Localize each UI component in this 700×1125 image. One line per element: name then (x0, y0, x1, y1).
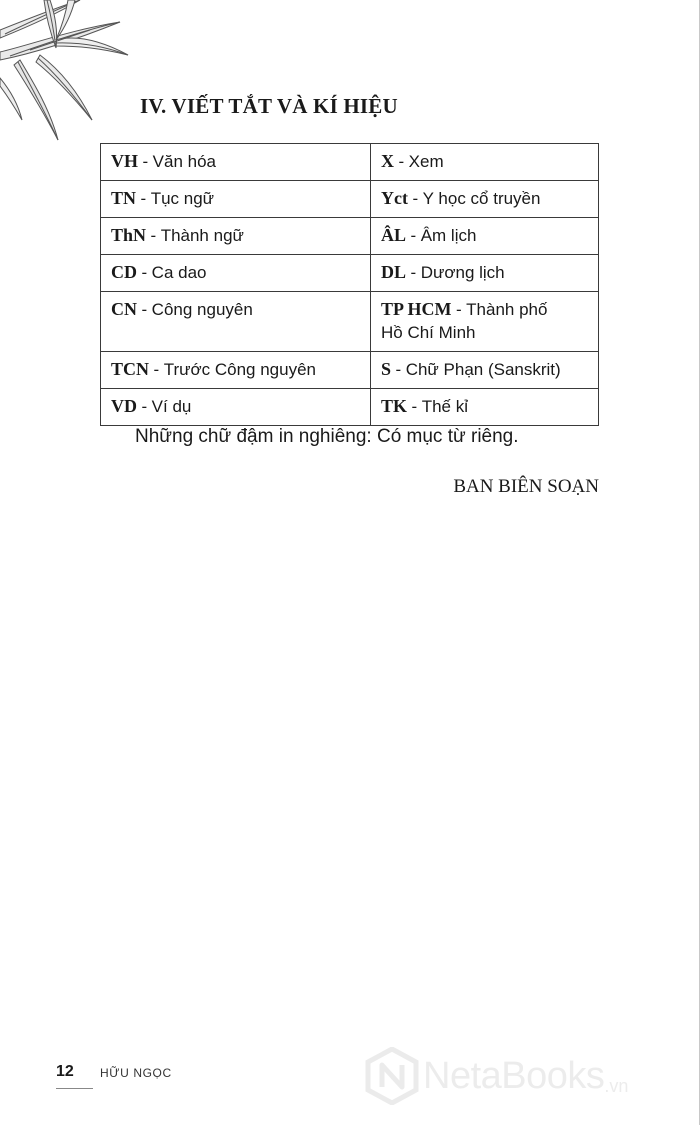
abbr-term: VH (111, 151, 138, 171)
abbr-definition: Chữ Phạn (Sanskrit) (405, 360, 561, 379)
table-cell (101, 218, 371, 255)
abbr-definition: Thành ngữ (160, 226, 244, 245)
abbr-separator: - (398, 152, 405, 171)
abbr-definition: Ca dao (151, 263, 207, 282)
abbr-separator: - (410, 263, 417, 282)
watermark-tld: .vn (604, 1076, 629, 1096)
table-cell (101, 255, 371, 292)
abbr-term: TP HCM (381, 299, 452, 319)
abbr-separator: - (140, 189, 147, 208)
footer-rule (56, 1088, 93, 1089)
abbr-term: VD (111, 396, 137, 416)
abbr-term: DL (381, 262, 407, 282)
abbr-definition: Xem (408, 152, 444, 171)
table-cell (371, 292, 599, 352)
abbr-term: TK (381, 396, 408, 416)
abbr-definition: Ví dụ (151, 397, 192, 416)
table-cell (371, 389, 599, 426)
table-cell (371, 352, 599, 389)
table-cell (101, 292, 371, 352)
abbr-definition: Dương lịch (420, 263, 505, 282)
abbr-definition: Văn hóa (152, 152, 217, 171)
abbr-definition: Trước Công nguyên (163, 360, 316, 379)
abbr-definition: Công nguyên (151, 300, 253, 319)
table-row (101, 352, 599, 389)
table-cell (371, 181, 599, 218)
table-cell (371, 255, 599, 292)
running-head-author: HỮU NGỌC (100, 1066, 172, 1080)
abbr-term: Yct (381, 188, 408, 208)
netabooks-logo-icon (365, 1047, 419, 1105)
table-row (101, 389, 599, 426)
table-row (101, 218, 599, 255)
abbr-separator: - (412, 189, 419, 208)
abbr-separator: - (141, 300, 148, 319)
page-number: 12 (56, 1063, 74, 1080)
table-cell (371, 144, 599, 181)
table-cell (101, 389, 371, 426)
abbr-term: TCN (111, 359, 150, 379)
abbr-term: ÂL (381, 225, 407, 245)
watermark-logo (365, 1047, 628, 1105)
table-cell (101, 352, 371, 389)
abbr-term: S (381, 359, 392, 379)
table-row (101, 144, 599, 181)
abbr-separator: - (153, 360, 160, 379)
abbr-separator: - (142, 152, 149, 171)
table-cell (101, 181, 371, 218)
abbr-separator: - (410, 226, 417, 245)
abbr-separator: - (150, 226, 157, 245)
abbr-separator: - (456, 300, 462, 319)
table-row (101, 255, 599, 292)
abbr-separator: - (141, 263, 148, 282)
abbr-separator: - (395, 360, 402, 379)
abbr-definition: Thế kỉ (421, 397, 468, 416)
watermark-text: NetaBooks (423, 1054, 605, 1097)
abbr-definition: Thành phố Hồ Chí Minh (381, 300, 548, 342)
abbr-term: ThN (111, 225, 147, 245)
abbr-separator: - (411, 397, 418, 416)
abbr-term: TN (111, 188, 137, 208)
table-row (101, 181, 599, 218)
abbr-term: X (381, 151, 394, 171)
abbr-definition: Tục ngữ (150, 189, 215, 208)
abbr-separator: - (141, 397, 148, 416)
bamboo-leaves-decoration (0, 0, 140, 150)
table-cell (371, 218, 599, 255)
table-cell (101, 144, 371, 181)
abbr-definition: Y học cổ truyền (422, 189, 541, 208)
abbr-term: CN (111, 299, 137, 319)
bold-italic-note: Những chữ đậm in nghiêng: Có mục từ riêng. (135, 426, 519, 447)
editorial-signature: BAN BIÊN SOẠN (453, 476, 599, 497)
table-row (101, 292, 599, 352)
abbr-term: CD (111, 262, 137, 282)
abbr-definition: Âm lịch (420, 226, 477, 245)
section-heading: IV. VIẾT TẮT VÀ KÍ HIỆU (140, 94, 398, 118)
abbreviations-table (100, 143, 599, 426)
